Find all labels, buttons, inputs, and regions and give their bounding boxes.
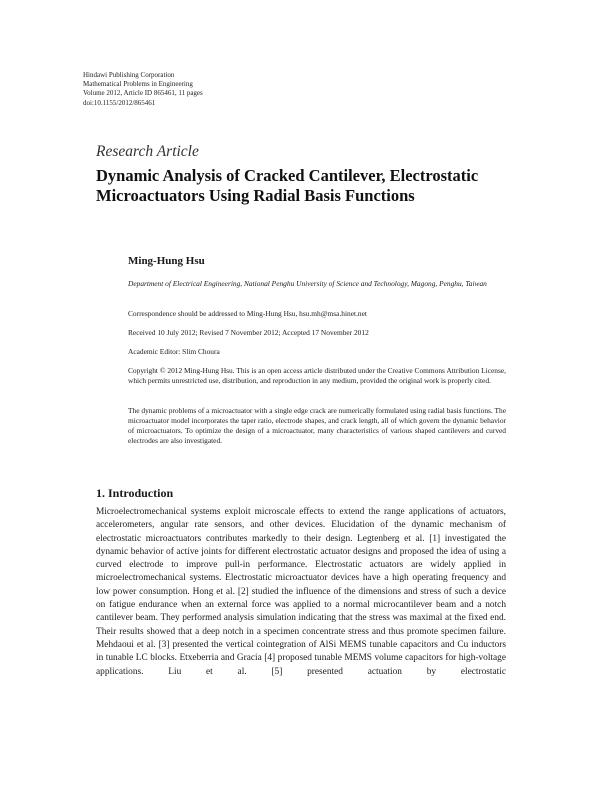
article-type: Research Article — [96, 143, 199, 160]
copyright-notice: Copyright © 2012 Ming-Hung Hsu. This is an open access article distributed under the Creative Commons Attribution License, which permits unrestricted use, distribution, and reproduction in any medium, provided the original work is properly cited. — [128, 366, 506, 385]
dates-line: Received 10 July 2012; Revised 7 November 2012; Accepted 17 November 2012 — [128, 328, 369, 337]
volume-line: Volume 2012, Article ID 865461, 11 pages — [83, 89, 203, 98]
author-name: Ming-Hung Hsu — [128, 255, 205, 267]
section-heading: 1. Introduction — [96, 486, 174, 500]
journal-line: Mathematical Problems in Engineering — [83, 80, 193, 89]
correspondence-line: Correspondence should be addressed to Ming-Hung Hsu, hsu.mh@msa.hinet.net — [128, 309, 367, 318]
abstract: The dynamic problems of a microactuator with a single edge crack are numerically formulated using radial basis functions. The microactuator model incorporates the taper ratio, electrode shapes, and crack length, all of which govern the dynamic behavior of microactuators. To optimize the design of a microactuator, many characteristics of various shaped cantilevers and curved electrodes are also investigated. — [128, 406, 506, 445]
doi-line[interactable]: doi:10.1155/2012/865461 — [83, 98, 156, 107]
introduction-body: Microelectromechanical systems exploit microscale effects to extend the range applications of actuators, accelerometers, angular rate sensors, and other devices. Elucidation of the dynamic mechanism of electrostatic microactuators contributes markedly to their design. Legtenberg et al. [1] investigated the dynamic behavior of active joints for different electrostatic actuator designs and proposed the idea of using a curved electrode to improve pull-in performance. Electrostatic actuators are widely applied in microelectromechanical systems. Electrostatic microactuator devices have a high operating frequency and low power consumption. Hong et al. [2] studied the influence of the dimensions and stress of such a device on fatigue endurance when an external force was applied to a normal microcantilever beam and a notch cantilever beam. They performed analysis simulation indicating that the stress was maximal at the fixed end. Their results showed that a deep notch in a specimen concentrate stress and thus promote specimen failure. Mehdaoui et al. [3] presented the vertical cointegration of AlSi MEMS tunable capacitors and Cu inductors in tunable LC blocks. Etxeberria and Gracia [4] proposed tunable MEMS volume capacitors for high-voltage applications. Liu et al. [5] presented actuation by electrostatic — [96, 507, 506, 677]
journal-header — [83, 71, 203, 108]
publisher-line: Hindawi Publishing Corporation — [83, 71, 175, 79]
article-title: Dynamic Analysis of Cracked Cantilever, Electrostatic Microactuators Using Radial Basis Functions — [96, 166, 479, 205]
editor-line: Academic Editor: Slim Choura — [128, 347, 220, 356]
author-affiliation: Department of Electrical Engineering, National Penghu University of Science and Technology, Magong, Penghu, Taiwan — [128, 279, 487, 288]
